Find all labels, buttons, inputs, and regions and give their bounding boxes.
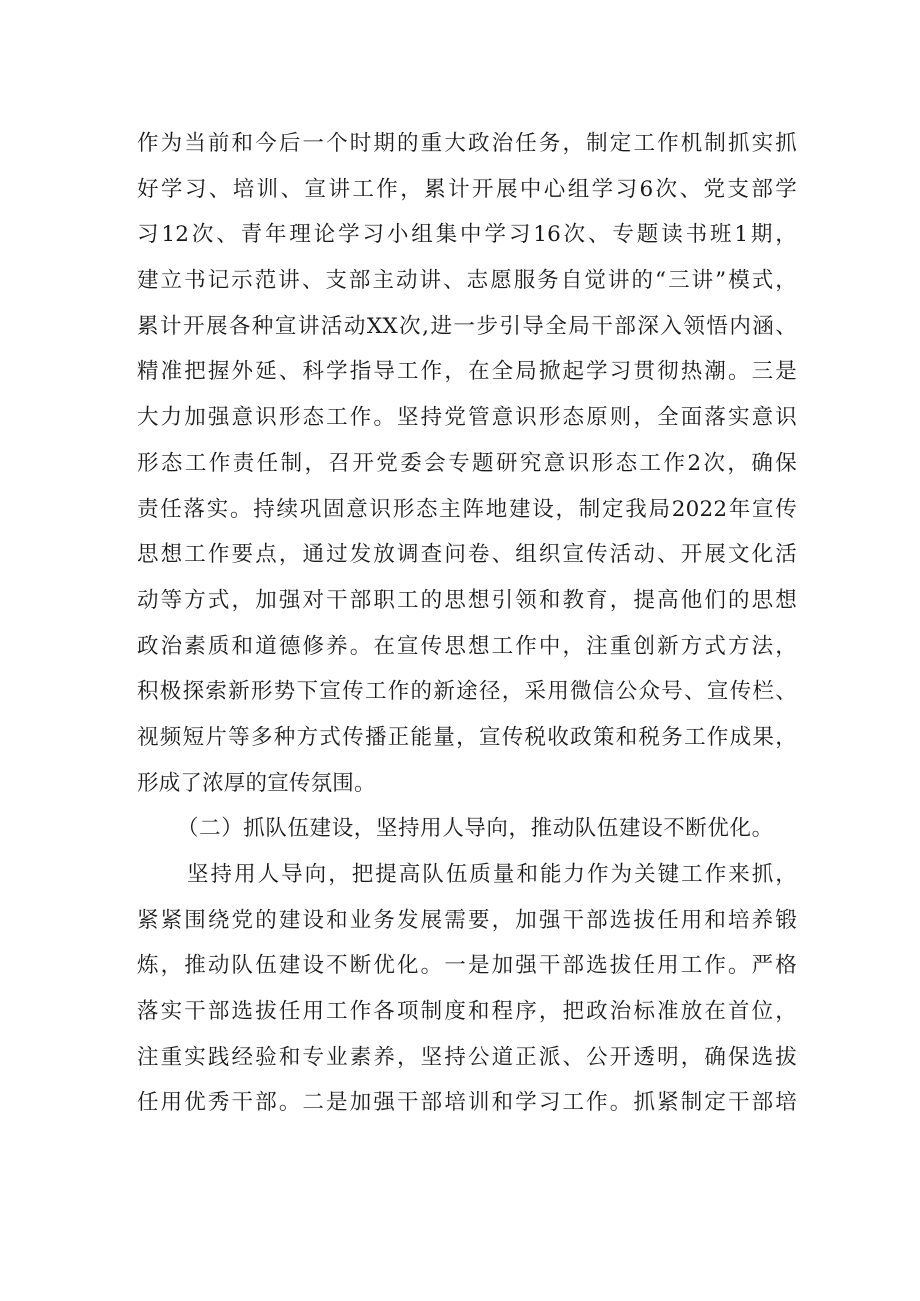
text-line: 动等方式，加强对干部职工的思想引领和教育，提高他们的思想 [137, 587, 797, 613]
text-line: 任用优秀干部。二是加强干部培训和学习工作。抓紧制定干部培 [137, 1090, 797, 1116]
text-line: 责任落实。持续巩固意识形态主阵地建设，制定我局2022年宣传 [137, 496, 797, 522]
text-line: 建立书记示范讲、支部主动讲、志愿服务自觉讲的“三讲”模式， [137, 268, 797, 294]
text-line: 视频短片等多种方式传播正能量，宣传税收政策和税务工作成果， [137, 724, 797, 750]
text-line: 累计开展各种宣讲活动XX次,进一步引导全局干部深入领悟内涵、 [137, 313, 797, 339]
text-line: 作为当前和今后一个时期的重大政治任务，制定工作机制抓实抓 [137, 131, 797, 156]
section-heading: （二）抓队伍建设，坚持用人导向，推动队伍建设不断优化。 [177, 816, 774, 842]
text-line: 好学习、培训、宣讲工作，累计开展中心组学习6次、党支部学 [137, 176, 797, 202]
paragraph-first-line: 坚持用人导向，把提高队伍质量和能力作为关键工作来抓， [187, 862, 797, 887]
text-line: 思想工作要点，通过发放调查问卷、组织宣传活动、开展文化活 [137, 542, 797, 568]
text-line: 积极探索新形势下宣传工作的新途径，采用微信公众号、宣传栏、 [137, 679, 797, 705]
text-line: 紧紧围绕党的建设和业务发展需要，加强干部选拔任用和培养锻 [137, 907, 797, 933]
text-line: 落实干部选拔任用工作各项制度和程序，把政治标准放在首位， [137, 999, 797, 1025]
text-line: 精准把握外延、科学指导工作，在全局掀起学习贯彻热潮。三是 [137, 359, 797, 385]
text-line: 注重实践经验和专业素养，坚持公道正派、公开透明，确保选拔 [137, 1044, 797, 1070]
text-line: 大力加强意识形态工作。坚持党管意识形态原则，全面落实意识 [137, 405, 797, 431]
paragraph-end-line: 形成了浓厚的宣传氛围。 [137, 770, 376, 796]
document-body [137, 121, 797, 1126]
text-line: 形态工作责任制，召开党委会专题研究意识形态工作2次，确保 [137, 450, 797, 476]
text-line: 习12次、青年理论学习小组集中学习16次、专题读书班1期， [137, 222, 797, 248]
text-line: 炼，推动队伍建设不断优化。一是加强干部选拔任用工作。严格 [137, 953, 797, 979]
text-line: 政治素质和道德修养。在宣传思想工作中，注重创新方式方法， [137, 633, 797, 659]
